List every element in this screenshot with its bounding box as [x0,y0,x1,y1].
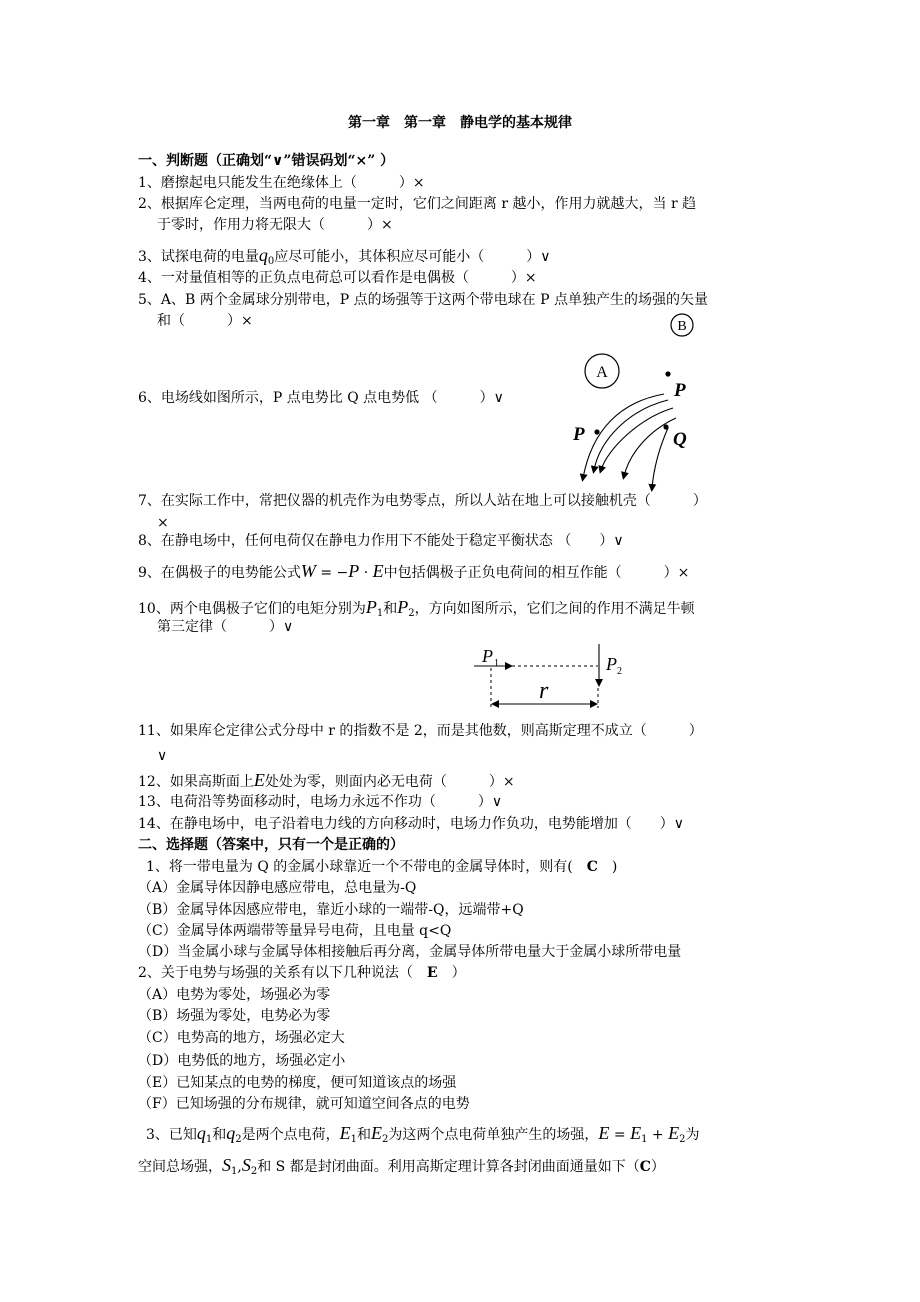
charge-q1: q [196,1123,206,1143]
formula-p-vector: P [348,561,360,581]
choice-q2-option-c: （C）电势高的地方，场强必定大 [138,1030,345,1046]
dipole-p2: P [397,597,409,617]
choice-q1-option-a: （A）金属导体因静电感应带电，总电量为-Q [138,880,417,896]
choice-q2-option-f: （F）已知场强的分布规律，就可知道空间各点的电势 [138,1096,470,1112]
choice-q3-text-f: 和 S 都是封闭曲面。利用高斯定理计算各封闭曲面通量如下（ [257,1159,640,1175]
choice-q3-text-c: 为这两个点电荷单独产生的场强， [388,1127,599,1143]
judge-q3 [138,246,551,271]
judge-q10-text-b: ，方向如图所示，它们之间的作用不满足牛顿 [414,601,695,617]
judge-q12-text-b: 处处为零，则面内必无电荷（ ）× [264,774,515,790]
label-p-right: P [674,380,686,401]
field-line-3 [601,408,673,470]
judge-q5-line2: 和（ ）× [157,313,253,329]
choice-q2-option-e: （E）已知某点的电势的梯度，便可知道该点的场强 [138,1075,457,1091]
choice-q1-option-c: （C）金属导体两端带等量异号电荷，且电量 q<Q [138,923,452,939]
fig2-p1-sub: 1 [494,658,499,669]
point-q [663,424,668,429]
judge-q9-text-a: 9、在偶极子的电势能公式 [138,565,301,581]
choice-q3-line1 [146,1124,699,1149]
choice-q3-text-d: 为 [685,1127,700,1143]
sum-e1-sub: 1 [641,1134,648,1145]
point-p-left [594,429,599,434]
q0-subscript: 0 [267,256,275,267]
dipole-p2-sub: 2 [408,608,415,619]
dipole-p1-sub: 1 [376,608,384,619]
choice-q1-text: 1、将一带电量为 Q 的金属小球靠近一个不带电的金属导体时，则有( [146,859,587,875]
formula-dot: · [359,565,373,581]
choice-q3-line2 [138,1156,665,1181]
field-line-1 [583,394,664,478]
judge-q12-text-a: 12、如果高斯面上 [138,774,254,790]
judge-q2-line2: 于零时，作用力将无限大（ ）× [157,217,393,233]
field-line-2 [594,400,668,470]
judge-q3-text-b: 应尽可能小，其体积应尽可能小（ ）∨ [274,249,551,265]
surface-s2: S [241,1155,251,1175]
sum-e1: E [630,1123,642,1143]
total-e: E [598,1123,610,1143]
choice-q3-conj1: 和 [212,1127,227,1143]
fig2-p2-label: P [606,654,617,674]
choice-q2-stem [138,964,466,982]
choice-q1-option-b: （B）金属导体因感应带电，靠近小球的一端带-Q，远端带+Q [138,902,524,918]
choice-q3-text-b: 是两个点电荷， [241,1127,340,1143]
conj-he: 和 [383,601,398,617]
judge-q5-line1: 5、A、B 两个金属球分别带电，P 点的场强等于这两个带电球在 P 点单独产生的场强的矢量 [138,292,708,308]
choice-q2-option-a: （A）电势为零处，场强必为零 [138,987,331,1003]
judge-q11-line1: 11、如果库仑定律公式分母中 r 的指数不是 2，而是其他数，则高斯定理不成立（ ） [138,723,703,739]
sphere-b [671,314,693,336]
judge-q9-text-b: 中包括偶极子正负电荷间的相互作能（ ）× [383,565,690,581]
sum-e2-sub: 2 [679,1134,686,1145]
choice-q3-text-a: 3、已知 [146,1127,197,1143]
field-e2: E [371,1123,383,1143]
choice-q2-option-b: （B）场强为零处，电势必为零 [138,1008,331,1024]
judge-q10-text-a: 10、两个电偶极子它们的电矩分别为 [138,601,366,617]
fig2-p1-label: P [482,646,493,666]
choice-q2-answer: E [426,965,438,981]
judge-q7-line2: × [157,515,169,531]
charge-q2-sub: 2 [235,1134,242,1145]
choice-q3-close: ） [650,1159,665,1175]
choice-q3-text-e: 空间总场强， [138,1159,222,1175]
choice-q3-conj2: 和 [357,1127,372,1143]
label-p-left: P [573,424,585,445]
fig2-r-label: r [539,678,549,704]
fig2-p2-sub: 2 [617,666,622,677]
surface-s1: S [222,1155,231,1175]
label-q: Q [673,429,687,450]
judge-q2-line1: 2、根据库仑定理，当两电荷的电量一定时，它们之间距离 r 越小，作用力就越大，当 r 趋 [138,196,697,212]
formula-e-vector: E [372,561,384,581]
choice-q2-option-d: （D）电势低的地方，场强必定小 [138,1053,346,1069]
surface-s1-sub: 1 [231,1166,238,1177]
dipole-p1: P [365,597,377,617]
field-e1-sub: 1 [350,1134,358,1145]
field-line-4 [624,418,676,476]
field-e1: E [339,1123,351,1143]
sphere-a [585,354,619,388]
section1-heading: 一、判断题（正确划“∨”错误码划“×” ） [138,153,395,169]
page-title: 第一章 第一章 静电学的基本规律 [348,115,572,131]
judge-q12 [138,771,515,791]
total-equals: = [609,1127,631,1143]
judge-q8: 8、在静电场中，任何电荷仅在静电力作用下不能处于稳定平衡状态 （ ）∨ [138,533,624,549]
sphere-a-label: A [596,364,608,381]
choice-q3-answer: C [639,1159,651,1175]
surface-comma: , [237,1159,242,1175]
judge-q6: 6、电场线如图所示，P 点电势比 Q 点电势低 （ ）∨ [138,390,504,406]
formula-w: W [300,561,316,581]
judge-q9 [138,562,689,582]
judge-q11-line2: ∨ [157,748,168,764]
choice-q1-close: ) [597,859,618,875]
sum-e2: E [668,1123,680,1143]
judge-q10-line2: 第三定律（ ）∨ [157,619,294,635]
charge-q1-sub: 1 [205,1134,213,1145]
judge-q13: 13、电荷沿等势面移动时，电场力永远不作功（ ）∨ [138,794,503,810]
judge-q7-line1: 7、在实际工作中，常把仪器的机壳作为电势零点，所以人站在地上可以接触机壳（ ） [138,493,707,509]
sphere-b-label: B [677,319,687,334]
field-e-vector: E [253,770,265,790]
choice-q1-stem [146,858,617,876]
charge-q2: q [226,1123,236,1143]
choice-q2-close: ） [437,965,466,981]
choice-q2-text: 2、关于电势与场强的关系有以下几种说法（ [138,965,427,981]
field-line-5 [652,428,668,488]
judge-q1: 1、磨擦起电只能发生在绝缘体上（ ）× [138,175,425,191]
formula-eq: = − [315,565,349,581]
field-e2-sub: 2 [382,1134,389,1145]
choice-q1-option-d: （D）当金属小球与金属导体相接触后再分离，金属导体所带电量大于金属小球所带电量 [138,944,682,960]
surface-s2-sub: 2 [250,1166,258,1177]
choice-q1-answer: C [586,859,598,875]
q0-symbol: q [258,245,268,265]
judge-q14: 14、在静电场中，电子沿着电力线的方向移动时，电场力作负功，电势能增加（ ）∨ [138,816,685,832]
judge-q3-text-a: 3、试探电荷的电量 [138,249,259,265]
judge-q4: 4、一对量值相等的正负点电荷总可以看作是电偶极（ ）× [138,270,537,286]
section2-heading: 二、选择题（答案中，只有一个是正确的） [138,837,404,853]
point-p-right [665,371,670,376]
sum-plus: + [647,1127,669,1143]
